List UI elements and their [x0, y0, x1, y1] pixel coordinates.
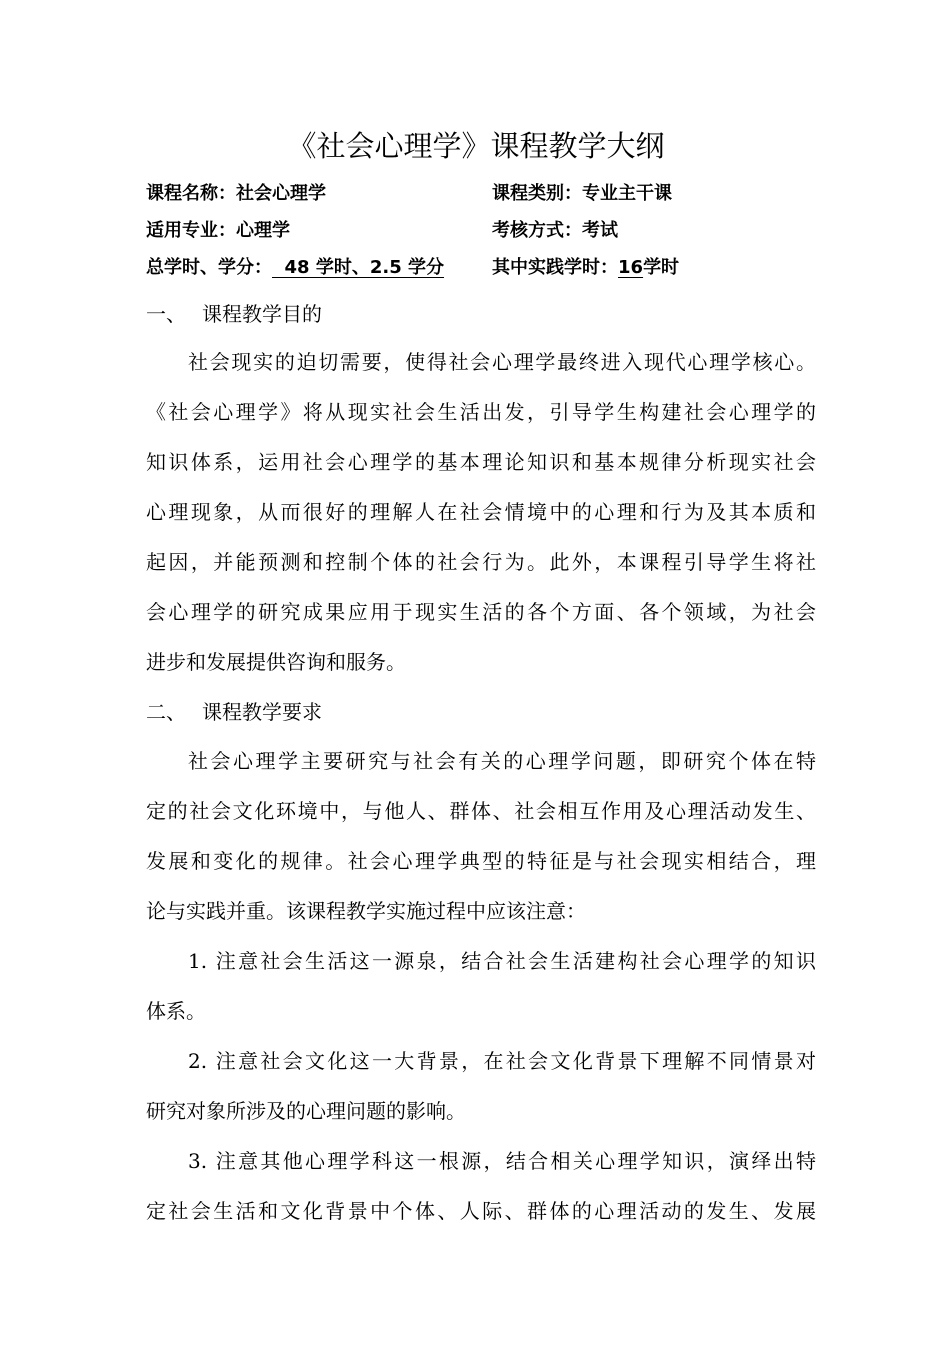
course-type-value: 专业主干课 — [582, 183, 672, 204]
paragraph-line: 《社会心理学》将从现实社会生活出发，引导学生构建社会心理学的 — [146, 400, 816, 424]
paragraph-line: 知识体系，运用社会心理学的基本理论知识和基本规律分析现实社会 — [146, 450, 816, 474]
paragraph-line: 心理现象，从而很好的理解人在社会情境中的心理和行为及其本质和 — [146, 500, 816, 524]
list-item-line: 研究对象所涉及的心理问题的影响。 — [146, 1099, 466, 1123]
paragraph-line: 会心理学的研究成果应用于现实生活的各个方面、各个领域，为社会 — [146, 600, 816, 624]
paragraph-line: 社会心理学主要研究与社会有关的心理学问题，即研究个体在特 — [188, 749, 816, 773]
course-name-value: 社会心理学 — [236, 183, 326, 204]
document-title: 《社会心理学》课程教学大纲 — [287, 129, 665, 163]
paragraph-line: 起因，并能预测和控制个体的社会行为。此外，本课程引导学生将社 — [146, 550, 816, 574]
hours-field — [146, 254, 444, 282]
course-type-label: 课程类别： — [492, 183, 582, 204]
assessment-label: 考核方式： — [492, 220, 582, 241]
paragraph-line: 论与实践并重。该课程教学实施过程中应该注意： — [146, 899, 586, 923]
section-heading-2 — [146, 697, 322, 727]
section-number-1: 一、 — [146, 302, 186, 326]
section-title-2: 课程教学要求 — [202, 700, 322, 724]
paragraph-line: 进步和发展提供咨询和服务。 — [146, 650, 406, 674]
paragraph-line: 定的社会文化环境中，与他人、群体、社会相互作用及心理活动发生、 — [146, 799, 816, 823]
assessment-field — [492, 217, 618, 245]
course-name-label: 课程名称： — [146, 183, 236, 204]
paragraph-line: 发展和变化的规律。社会心理学典型的特征是与社会现实相结合，理 — [146, 849, 816, 873]
list-item-line: 3. 注意其他心理学科这一根源，结合相关心理学知识，演绎出特 — [188, 1149, 816, 1173]
course-name-field — [146, 180, 326, 208]
course-type-field — [492, 180, 672, 208]
hours-label: 总学时、学分： — [146, 257, 272, 278]
practice-hours-value: 16 — [618, 257, 644, 278]
list-item-line: 1. 注意社会生活这一源泉，结合社会生活建构社会心理学的知识 — [188, 949, 816, 973]
list-item-line: 定社会生活和文化背景中个体、人际、群体的心理活动的发生、发展 — [146, 1199, 816, 1223]
practice-field — [492, 254, 679, 282]
list-item-line: 2. 注意社会文化这一大背景，在社会文化背景下理解不同情景对 — [188, 1049, 816, 1073]
major-field — [146, 217, 290, 245]
practice-unit: 学时 — [643, 257, 680, 278]
section-title-1: 课程教学目的 — [202, 302, 322, 326]
major-label: 适用专业： — [146, 220, 236, 241]
list-item-line: 体系。 — [146, 999, 206, 1023]
hours-value: 48 学时、2.5 学分 — [272, 257, 445, 278]
practice-label: 其中实践学时： — [492, 257, 618, 278]
section-number-2: 二、 — [146, 700, 186, 724]
paragraph-line: 社会现实的迫切需要，使得社会心理学最终进入现代心理学核心。 — [188, 350, 816, 374]
assessment-value: 考试 — [582, 220, 618, 241]
section-heading-1 — [146, 299, 322, 329]
major-value: 心理学 — [236, 220, 290, 241]
